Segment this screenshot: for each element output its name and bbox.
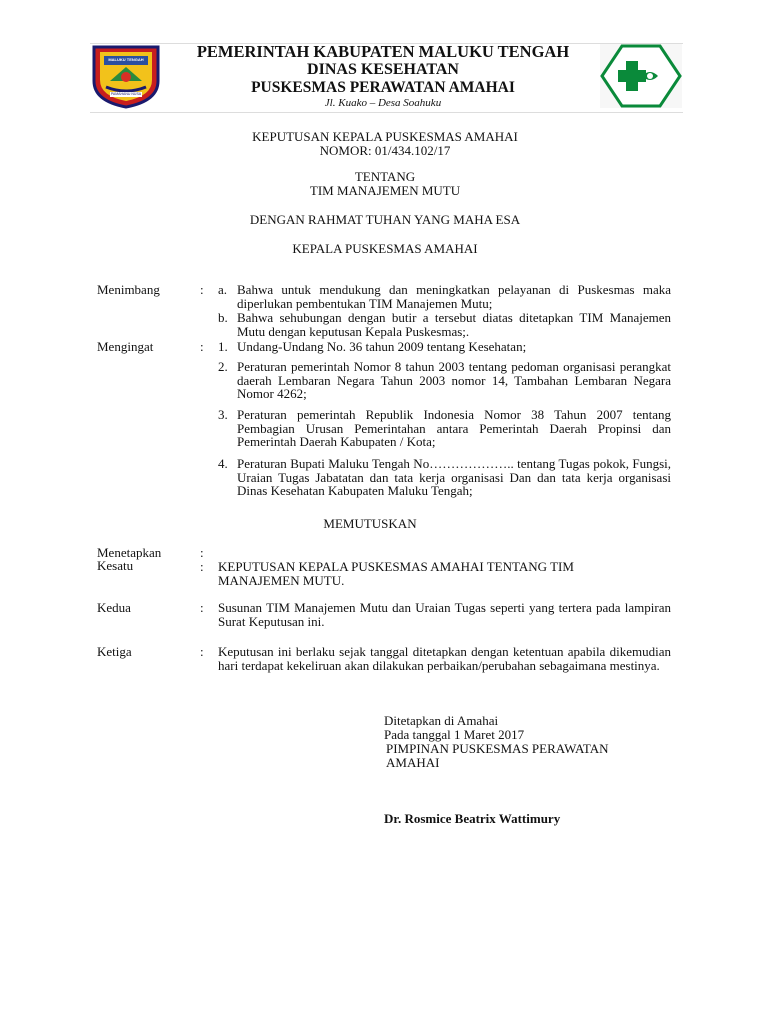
signatory-name: Dr. Rosmice Beatrix Wattimury [384,811,561,826]
mengingat-item-text: Peraturan pemerintah Republik Indonesia Nomor 38 Tahun 2007 tentang Pembagian Urusan Pemerintahan antara Pemerintah Daerah Propinsi dan Pemerintah Daerah Kabupaten / Kota; [237,407,671,449]
mengingat-item-marker: 4. [218,456,228,471]
mengingat-item-marker: 1. [218,339,228,354]
kesatu-colon: : [200,559,204,574]
menimbang-item-marker: b. [218,310,228,325]
decree-about: TENTANG [354,169,416,184]
ketiga-text: Keputusan ini berlaku sejak tanggal ditetapkan dengan ketentuan apabila dikemudian hari terdapat kekeliruan akan dilakukan perbaikan/perubahan sebagaimana mestinya. [218,644,671,673]
menimbang-item-text: Bahwa untuk mendukung dan meningkatkan pelayanan di Puskesmas maka diperlukan pembentukan TIM Manajemen Mutu; [237,282,671,311]
signature-position: PIMPINAN PUSKESMAS PERAWATAN [386,741,609,756]
mengingat-label: Mengingat [97,339,154,354]
menimbang-colon: : [200,282,204,297]
decree-subject: TIM MANAJEMEN MUTU [309,183,461,198]
kesatu-label: Kesatu [97,558,134,573]
mengingat-item-text: Undang-Undang No. 36 tahun 2009 tentang Kesehatan; [237,339,527,354]
mengingat-item-marker: 2. [218,359,228,374]
emblem-motto-text: PAMAHANU NUSA [110,92,142,96]
mengingat-item-text: Peraturan Bupati Maluku Tengah No……………….. tentang Tugas pokok, Fungsi, Uraian Tugas Jabatatan dan tata kerja organisasi Dan dan tata kerja organisasi Dinas Kesehatan Kabupaten Maluku Tengah; [237,456,671,498]
decree-title: KEPUTUSAN KEPALA PUSKESMAS AMAHAI [252,129,518,144]
kedua-colon: : [200,600,204,615]
letterhead-line-3: PUSKESMAS PERAWATAN AMAHAI [251,79,515,96]
menetapkan-label: Menetapkan [97,545,162,560]
decree-issuer: KEPALA PUSKESMAS AMAHAI [292,241,478,256]
mengingat-item-marker: 3. [218,407,228,422]
kedua-label: Kedua [97,600,131,615]
signature-position: AMAHAI [386,755,440,770]
decree-number: NOMOR: 01/434.102/17 [319,143,451,158]
letterhead-address: Jl. Kuako – Desa Soahuku [324,97,442,109]
decree-grace: DENGAN RAHMAT TUHAN YANG MAHA ESA [249,212,521,227]
menimbang-label: Menimbang [97,282,160,297]
kedua-text: Susunan TIM Manajemen Mutu dan Uraian Tugas seperti yang tertera pada lampiran Surat Keputusan ini. [218,600,671,629]
kesatu-text: KEPUTUSAN KEPALA PUSKESMAS AMAHAI TENTANG TIM MANAJEMEN MUTU. [218,559,574,588]
emblem-banner-text: MALUKU TENGAH [108,57,144,62]
menetapkan-colon: : [200,545,204,560]
mengingat-colon: : [200,339,204,354]
signature-date: Pada tanggal 1 Maret 2017 [384,727,525,742]
menimbang-item-text: Bahwa sehubungan dengan butir a tersebut diatas ditetapkan TIM Manajemen Mutu dengan keputusan Kepala Puskesmas;. [237,310,671,339]
regency-emblem-logo [90,43,162,109]
signature-place: Ditetapkan di Amahai [384,713,499,728]
memutuskan-heading: MEMUTUSKAN [323,516,417,531]
letterhead-line-1: PEMERINTAH KABUPATEN MALUKU TENGAH [196,42,570,61]
ketiga-label: Ketiga [97,644,132,659]
ketiga-colon: : [200,644,204,659]
letterhead-line-2: DINAS KESEHATAN [307,61,459,78]
mengingat-item-text: Peraturan pemerintah Nomor 8 tahun 2003 tentang pedoman organisasi perangkat daerah Lembaran Negara Tahun 2003 nomor 14, Tambahan Lembaran Negara Nomor 4262; [237,359,671,401]
puskesmas-logo [600,44,682,108]
menimbang-item-marker: a. [218,282,228,297]
